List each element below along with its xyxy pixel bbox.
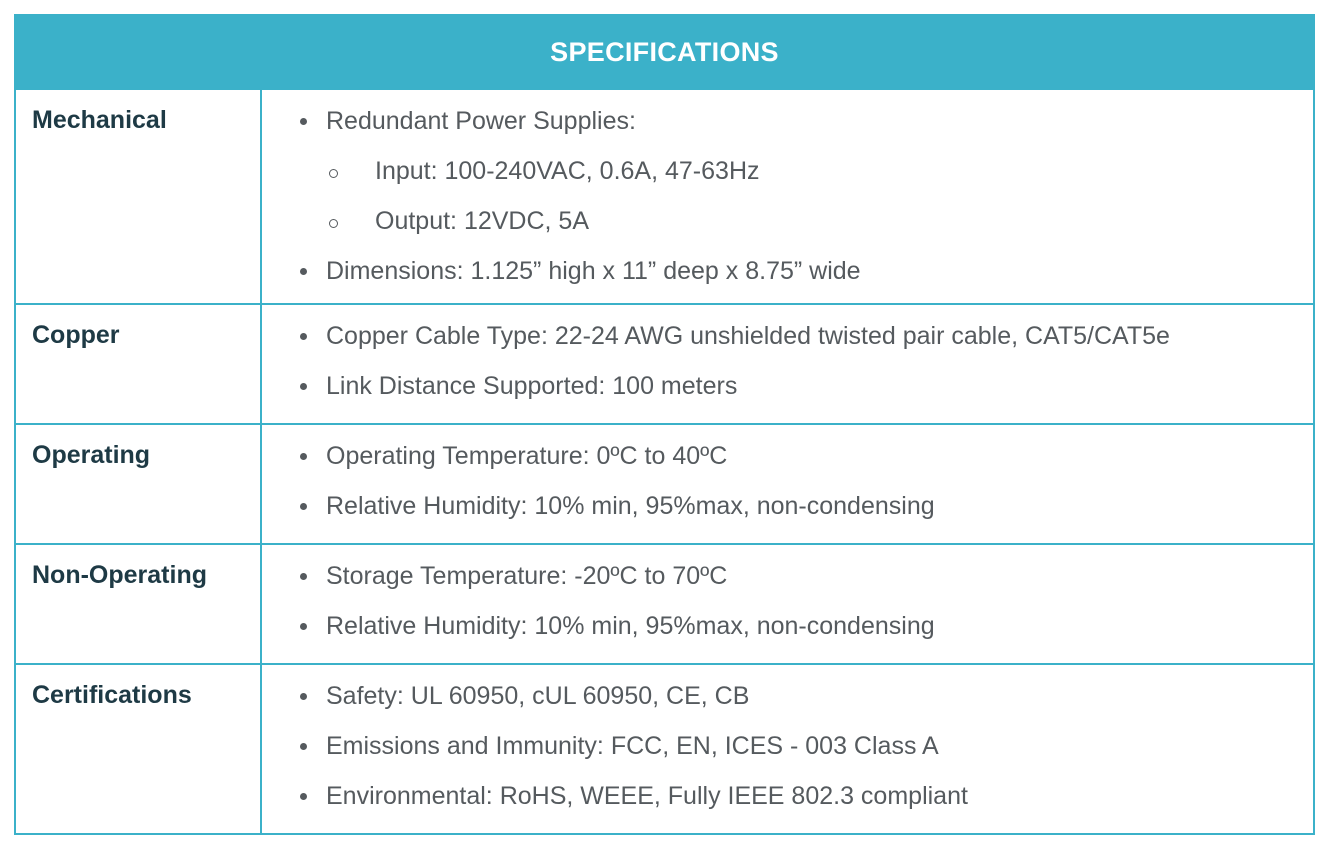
bullet-icon	[300, 268, 307, 275]
row-label: Certifications	[16, 665, 262, 833]
sub-list-item	[262, 196, 1313, 246]
list-item	[262, 311, 1313, 361]
circle-bullet-icon	[329, 219, 338, 228]
list-item-text: Dimensions: 1.125” high x 11” deep x 8.75” wide	[326, 256, 861, 285]
row-label: Mechanical	[16, 90, 262, 303]
list-item-text: Copper Cable Type: 22-24 AWG unshielded twisted pair cable, CAT5/CAT5e	[326, 321, 1170, 350]
list-item	[262, 551, 1313, 601]
list-item-text: Input: 100-240VAC, 0.6A, 47-63Hz	[375, 156, 760, 185]
row-content	[262, 305, 1313, 423]
bullet-icon	[300, 383, 307, 390]
list-item-text: Relative Humidity: 10% min, 95%max, non-condensing	[326, 611, 935, 640]
list-item	[262, 771, 1313, 821]
bullet-icon	[300, 118, 307, 125]
list-item	[262, 361, 1313, 411]
list-item	[262, 671, 1313, 721]
bullet-icon	[300, 503, 307, 510]
bullet-icon	[300, 573, 307, 580]
list-item-text: Operating Temperature: 0ºC to 40ºC	[326, 441, 728, 470]
row-content	[262, 545, 1313, 663]
bullet-icon	[300, 453, 307, 460]
row-content	[262, 425, 1313, 543]
bullet-icon	[300, 333, 307, 340]
row-label: Copper	[16, 305, 262, 423]
list-item-text: Safety: UL 60950, cUL 60950, CE, CB	[326, 681, 750, 710]
list-item-text: Link Distance Supported: 100 meters	[326, 371, 738, 400]
row-label: Non-Operating	[16, 545, 262, 663]
circle-bullet-icon	[329, 169, 338, 178]
list-item	[262, 721, 1313, 771]
row-content	[262, 665, 1313, 833]
spec-row-certifications	[16, 663, 1313, 833]
specifications-table	[14, 14, 1315, 835]
list-item	[262, 601, 1313, 651]
spec-row-non-operating	[16, 543, 1313, 663]
spec-row-operating	[16, 423, 1313, 543]
list-item-text: Environmental: RoHS, WEEE, Fully IEEE 802.3 compliant	[326, 781, 968, 810]
list-item	[262, 481, 1313, 531]
bullet-icon	[300, 623, 307, 630]
list-item-text: Relative Humidity: 10% min, 95%max, non-condensing	[326, 491, 935, 520]
list-item	[262, 96, 1313, 146]
list-item-text: Output: 12VDC, 5A	[375, 206, 590, 235]
bullet-icon	[300, 743, 307, 750]
bullet-icon	[300, 793, 307, 800]
list-item-text: Storage Temperature: -20ºC to 70ºC	[326, 561, 728, 590]
bullet-icon	[300, 693, 307, 700]
list-item	[262, 431, 1313, 481]
list-item	[262, 246, 1313, 296]
row-content	[262, 90, 1313, 303]
spec-row-mechanical	[16, 88, 1313, 303]
spec-row-copper	[16, 303, 1313, 423]
table-header: SPECIFICATIONS	[16, 16, 1313, 88]
list-item-text: Emissions and Immunity: FCC, EN, ICES - 003 Class A	[326, 731, 939, 760]
list-item-text: Redundant Power Supplies:	[326, 106, 636, 135]
row-label: Operating	[16, 425, 262, 543]
sub-list-item	[262, 146, 1313, 196]
